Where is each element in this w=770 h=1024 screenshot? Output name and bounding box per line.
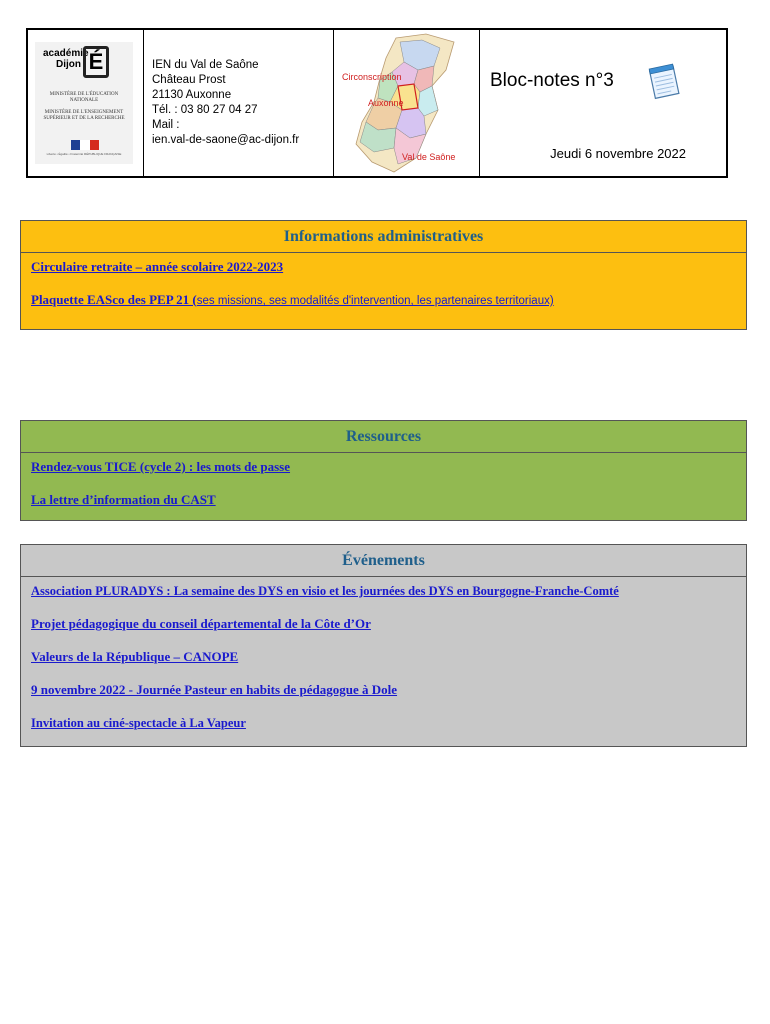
ministry-education: MINISTÈRE DE L'ÉDUCATION NATIONALE <box>49 92 119 103</box>
link-cine-spectacle[interactable]: Invitation au ciné-spectacle à La Vapeur <box>31 716 246 730</box>
french-flag-icon <box>71 140 99 150</box>
link-journee-pasteur[interactable]: 9 novembre 2022 - Journée Pasteur en habits de pédagogue à Dole <box>31 682 398 697</box>
link-valeurs-republique[interactable]: Valeurs de la République – CANOPE <box>31 649 239 664</box>
address-line: Château Prost <box>152 74 226 86</box>
link-plaquette-easco-detail: ses missions, ses modalités d'intervention, les partenaires territoriaux) <box>196 295 554 307</box>
link-circulaire-retraite[interactable]: Circulaire retraite – année scolaire 2022-2023 <box>31 259 284 274</box>
title-cell <box>480 30 726 176</box>
link-lettre-cast[interactable]: La lettre d’information du CAST <box>31 492 216 507</box>
address-line: 21130 Auxonne <box>152 89 232 101</box>
map-label-val-de-saone: Val de Saône <box>402 152 456 162</box>
map-label-auxonne: Auxonne <box>368 98 404 108</box>
logo-cell <box>28 30 144 176</box>
address-line: IEN du Val de Saône <box>152 59 259 71</box>
link-rendez-vous-tice[interactable]: Rendez-vous TICE (cycle 2) : les mots de passe <box>31 459 291 474</box>
section-events <box>20 544 747 747</box>
link-plaquette-easco-label: Plaquette EASco des PEP 21 ( <box>31 292 197 307</box>
letterhead <box>26 28 728 178</box>
link-projet-pedagogique[interactable]: Projet pédagogique du conseil départemental de la Côte d’Or <box>31 616 371 631</box>
academie-logo <box>35 42 133 164</box>
email-address[interactable]: ien.val-de-saone@ac-dijon.fr <box>152 134 300 146</box>
section-administrative <box>20 220 747 330</box>
phone-line: Tél. : 03 80 27 04 27 <box>152 104 258 116</box>
section-title: Événements <box>21 545 746 577</box>
logo-line-academie: académie <box>43 48 89 59</box>
section-title: Informations administratives <box>21 221 746 253</box>
section-title: Ressources <box>21 421 746 453</box>
republic-motto: Liberté • Égalité • Fraternité RÉPUBLIQUE FRANÇAISE <box>46 152 122 156</box>
map-cell <box>334 30 480 176</box>
link-pluradys[interactable]: Association PLURADYS : La semaine des DYS en visio et les journées des DYS en Bourgogne-Franche-Comté <box>31 584 619 598</box>
ministry-higher-education: MINISTÈRE DE L'ENSEIGNEMENT SUPÉRIEUR ET DE LA RECHERCHE <box>43 110 125 121</box>
newsletter-title: Bloc-notes n°3 <box>490 70 614 91</box>
logo-line-dijon: Dijon <box>56 59 81 70</box>
link-plaquette-easco[interactable] <box>31 292 736 308</box>
logo-e-mark: É <box>83 46 109 78</box>
mail-label: Mail : <box>152 119 180 131</box>
map-label-circonscription: Circonscription <box>342 72 402 82</box>
section-resources <box>20 420 747 521</box>
notepad-icon <box>644 60 686 102</box>
address-block <box>152 58 299 148</box>
address-cell <box>144 30 334 176</box>
issue-date: Jeudi 6 novembre 2022 <box>550 146 686 161</box>
